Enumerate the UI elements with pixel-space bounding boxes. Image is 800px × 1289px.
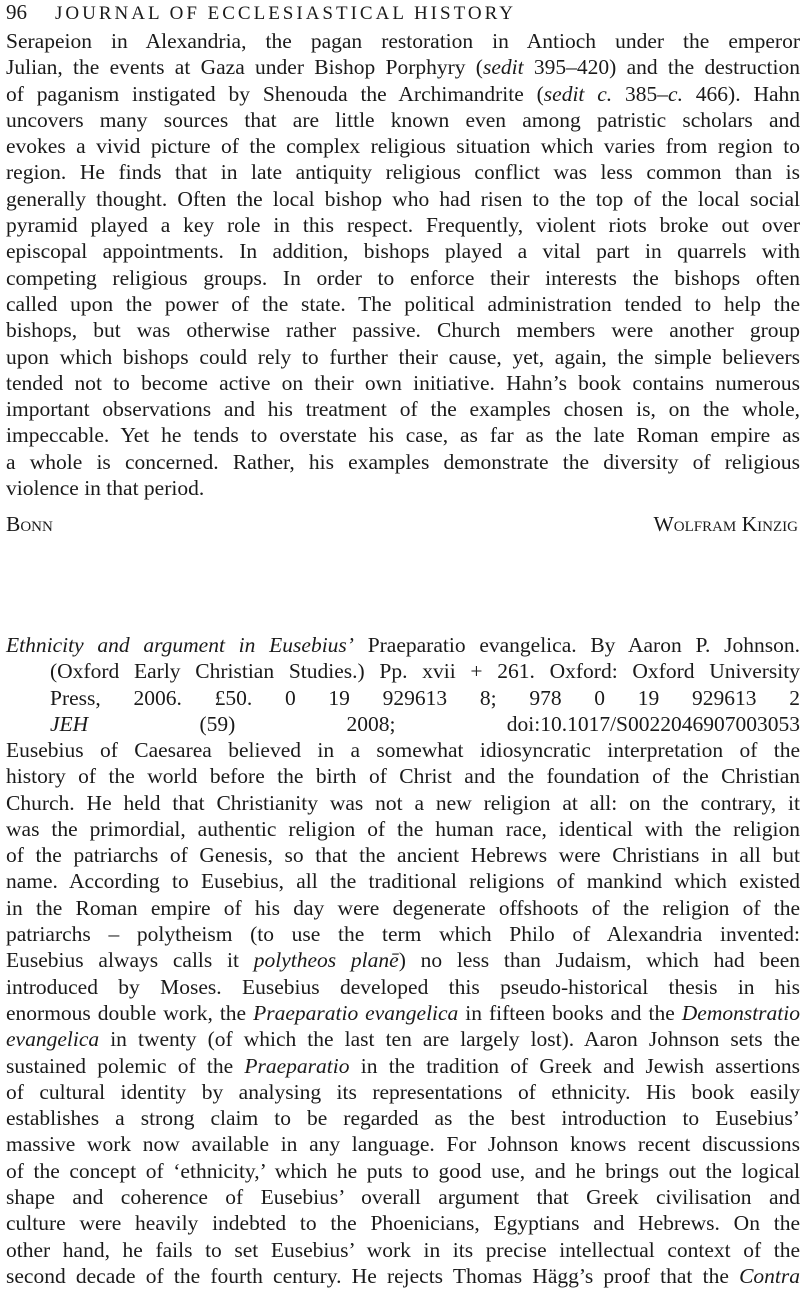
text-line: of cultural identity by analysing its representations of ethnicity. His book easily [6, 1079, 800, 1104]
heading-line: Press, 2006. £50. 0 19 929613 8; 978 0 19 929613 2 [50, 685, 800, 710]
text-line: name. According to Eusebius, all the traditional religions of mankind which existed [6, 869, 800, 894]
text-line: uncovers many sources that are little known even among patristic scholars and [6, 107, 800, 132]
heading-line: Ethnicity and argument in Eusebius’ Praeparatio evangelica. By Aaron P. Johnson. [6, 633, 800, 657]
text-line: second decade of the fourth century. He rejects Thomas Hägg’s proof that the Contra [6, 1263, 800, 1288]
review-text-previous [6, 28, 800, 501]
review-heading [6, 632, 800, 737]
text-line: history of the world before the birth of Christ and the foundation of the Christian [6, 764, 800, 789]
review-body [6, 737, 800, 1289]
text-line: Julian, the events at Gaza under Bishop Porphyry (sedit 395–420) and the destruction [6, 55, 800, 80]
signoff-place: Bonn [6, 512, 53, 536]
text-line: impeccable. Yet he tends to overstate his case, as far as the late Roman empire as [6, 423, 800, 448]
text-line: episcopal appointments. In addition, bishops played a vital part in quarrels with [6, 239, 800, 264]
text-line: sustained polemic of the Praeparatio in the tradition of Greek and Jewish assertions [6, 1053, 800, 1078]
text-line: culture were heavily indebted to the Phoenicians, Egyptians and Hebrews. On the [6, 1211, 800, 1236]
text-line: Eusebius of Caesarea believed in a somewhat idiosyncratic interpretation of the [6, 738, 800, 762]
text-line: violence in that period. [6, 476, 205, 501]
text-line: introduced by Moses. Eusebius developed this pseudo-historical thesis in his [6, 974, 800, 999]
text-line: competing religious groups. In order to enforce their interests the bishops often [6, 265, 800, 290]
text-line: establishes a strong claim to be regarded as the best introduction to Eusebius’ [6, 1106, 800, 1131]
text-line: generally thought. Often the local bishop who had risen to the top of the local social [6, 186, 800, 211]
text-line: of the concept of ‘ethnicity,’ which he puts to good use, and he brings out the logical [6, 1158, 800, 1183]
text-line: enormous double work, the Praeparatio evangelica in fifteen books and the Demonstratio [6, 1000, 800, 1025]
running-head [6, 0, 800, 26]
text-line: patriarchs – polytheism (to use the term which Philo of Alexandria invented: [6, 922, 800, 947]
text-line: of paganism instigated by Shenouda the Archimandrite (sedit c. 385–c. 466). Hahn [6, 81, 800, 106]
text-line: bishops, but was otherwise rather passive. Church members were another group [6, 318, 800, 343]
text-line: evangelica in twenty (of which the last ten are largely lost). Aaron Johnson sets the [6, 1027, 800, 1052]
text-line: important observations and his treatment of the examples chosen is, on the whole, [6, 397, 800, 422]
text-line: upon which bishops could rely to further their cause, yet, again, the simple believers [6, 344, 800, 369]
text-line: Eusebius always calls it polytheos planē) no less than Judaism, which had been [6, 948, 800, 973]
page-number: 96 [6, 0, 27, 24]
text-line: was the primordial, authentic religion of the human race, identical with the religion [6, 816, 800, 841]
text-line: region. He finds that in late antiquity religious conflict was less common than is [6, 160, 800, 185]
text-line: evokes a vivid picture of the complex religious situation which varies from region to [6, 134, 800, 159]
review-signoff [6, 511, 800, 537]
text-line: massive work now available in any language. For Johnson knows recent discussions [6, 1132, 800, 1157]
text-line: other hand, he fails to set Eusebius’ work in its precise intellectual context of the [6, 1237, 800, 1262]
text-line: Church. He held that Christianity was not a new religion at all: on the contrary, it [6, 790, 800, 815]
text-line: called upon the power of the state. The political administration tended to help the [6, 291, 800, 316]
text-line: shape and coherence of Eusebius’ overall argument that Greek civilisation and [6, 1185, 800, 1210]
text-line: of the patriarchs of Genesis, so that the ancient Hebrews were Christians in all but [6, 843, 800, 868]
text-line: a whole is concerned. Rather, his examples demonstrate the diversity of religious [6, 449, 800, 474]
heading-line: JEH (59) 2008; doi:10.1017/S0022046907003053 [50, 711, 800, 736]
text-line: in the Roman empire of his day were degenerate offshoots of the religion of the [6, 895, 800, 920]
heading-line: (Oxford Early Christian Studies.) Pp. xvii + 261. Oxford: Oxford University [50, 659, 800, 684]
journal-title: JOURNAL OF ECCLESIASTICAL HISTORY [55, 3, 516, 24]
text-line: tended not to become active on their own initiative. Hahn’s book contains numerous [6, 370, 800, 395]
text-line: pyramid played a key role in this respect. Frequently, violent riots broke out over [6, 213, 800, 238]
text-line: Serapeion in Alexandria, the pagan restoration in Antioch under the emperor [6, 29, 800, 53]
signoff-author: Wolfram Kinzig [653, 512, 798, 536]
